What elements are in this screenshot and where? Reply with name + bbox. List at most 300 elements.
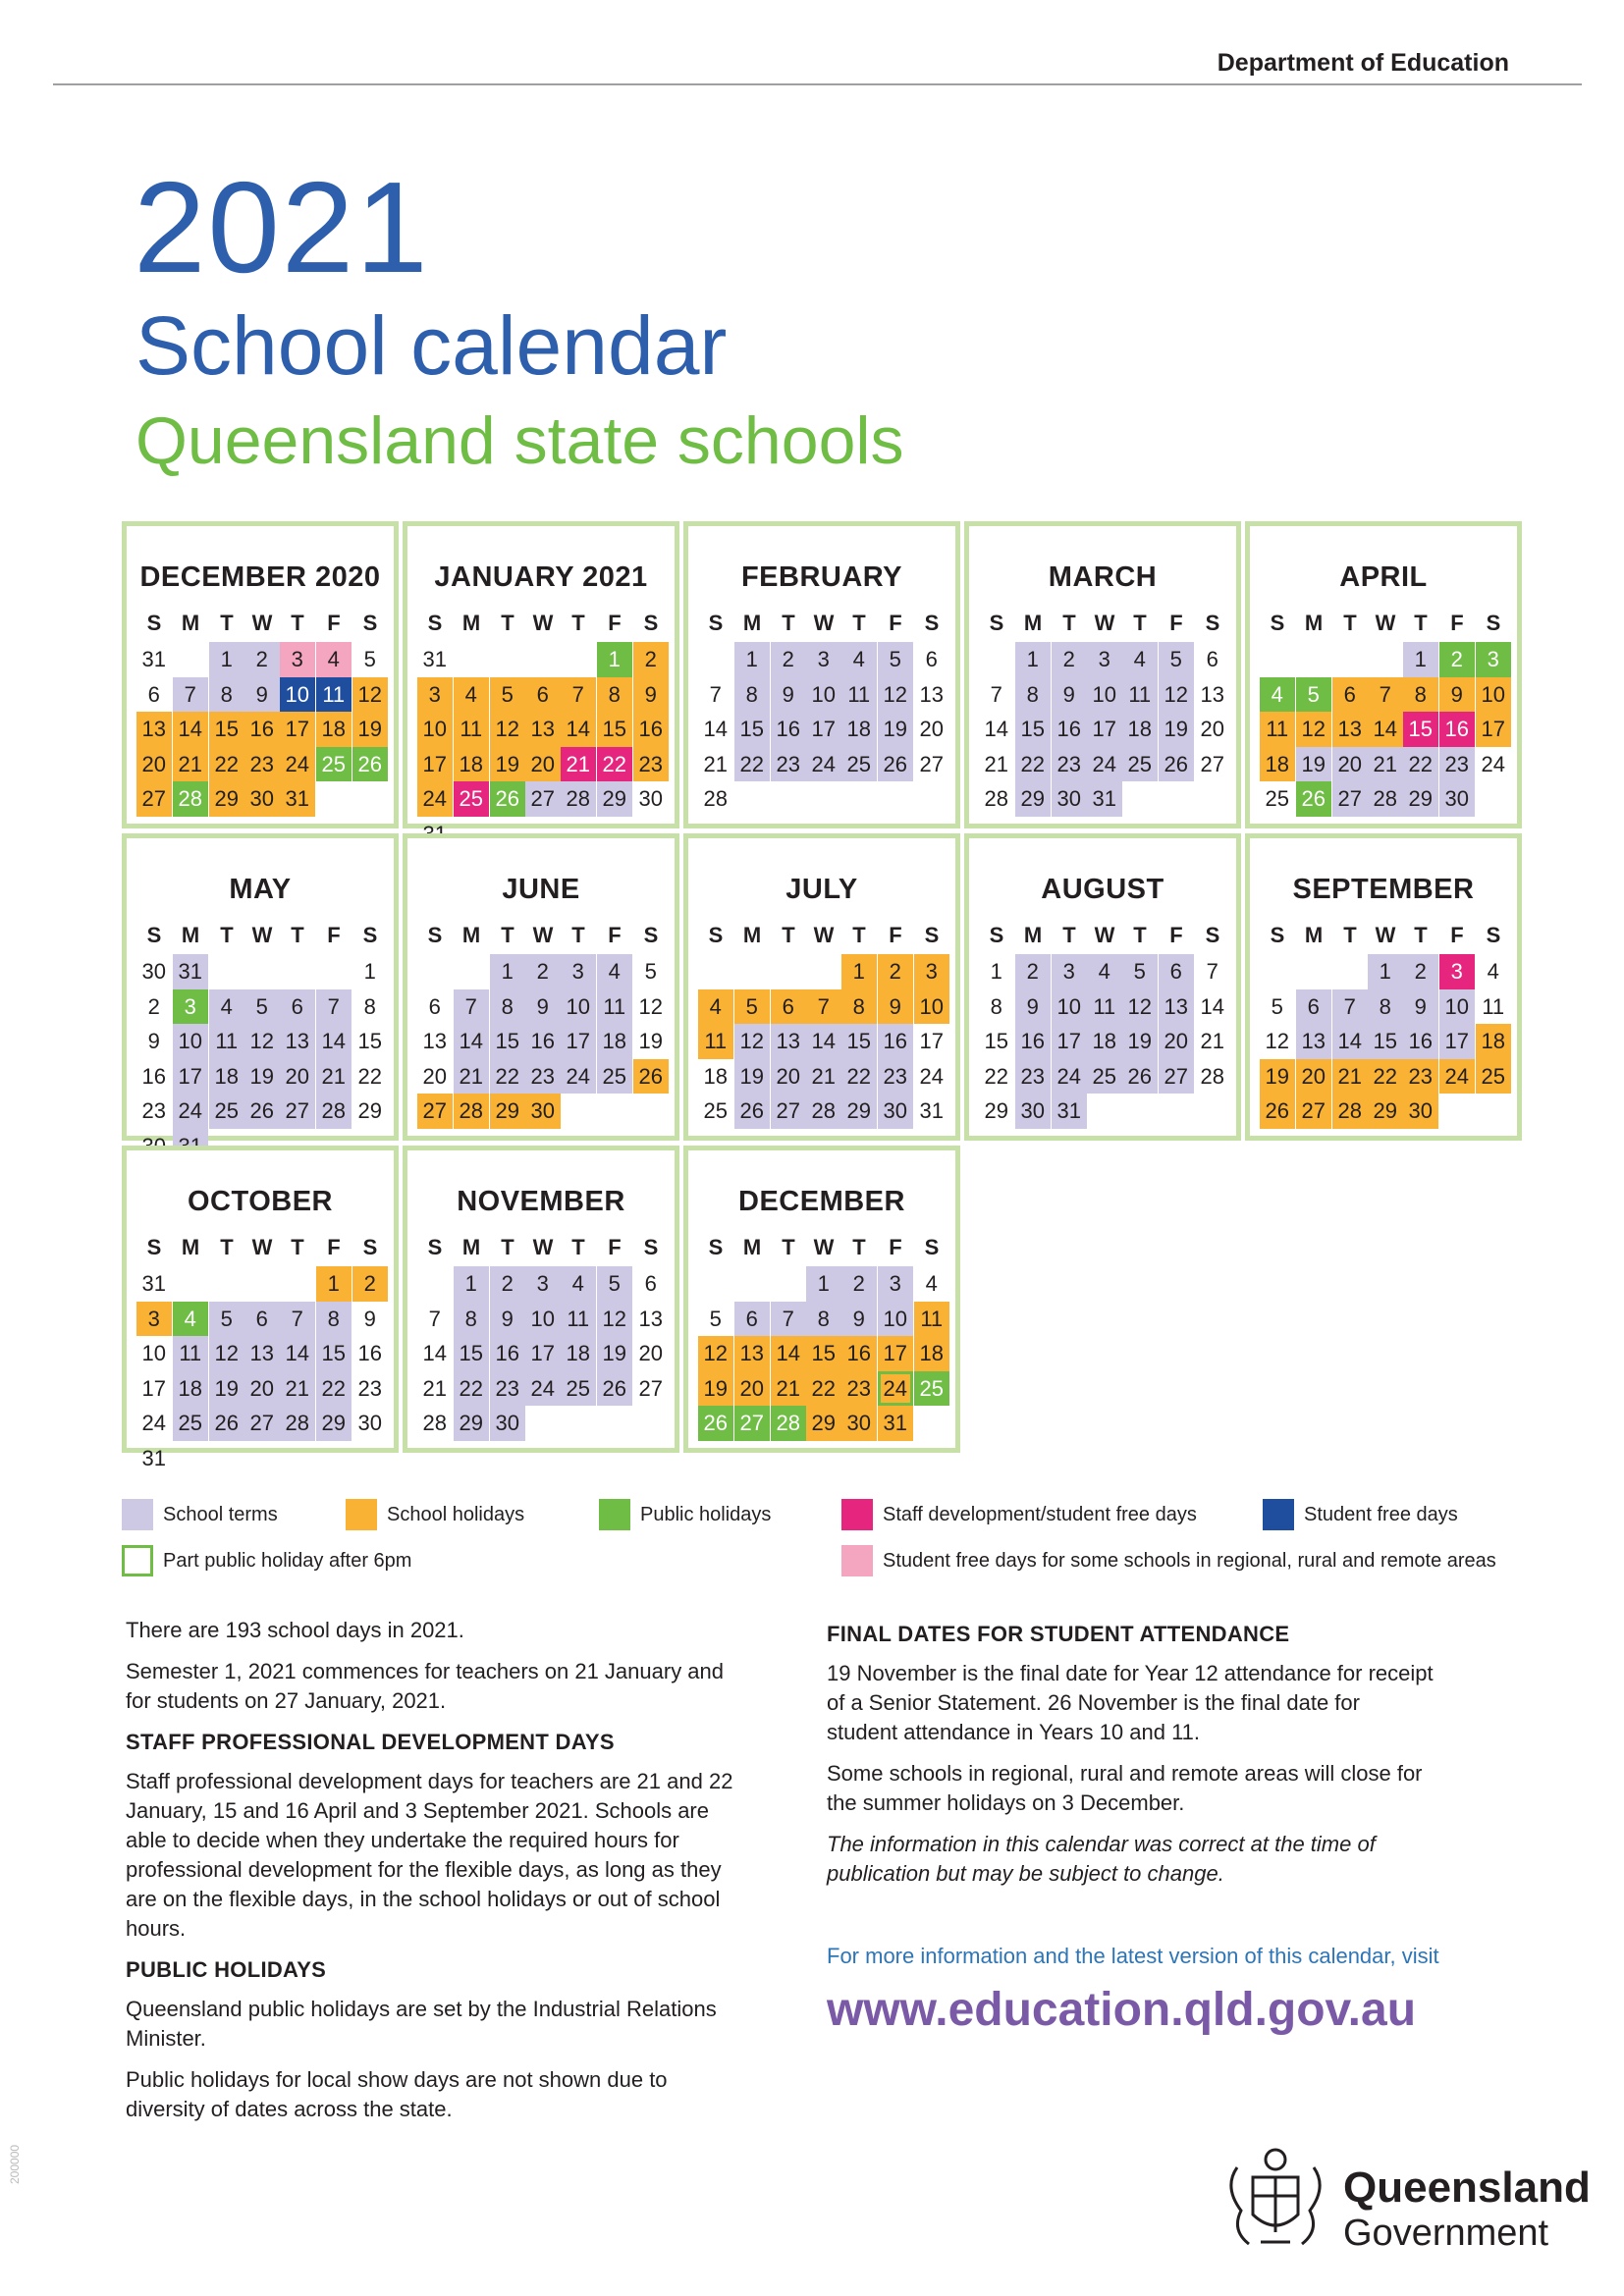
weekday-label: W <box>813 611 835 635</box>
calendar-day: 31 <box>422 647 447 671</box>
calendar-day: 11 <box>561 1302 597 1337</box>
calendar-day: 7 <box>1368 677 1404 713</box>
calendar-day: 21 <box>280 1371 316 1407</box>
calendar-day: 27 <box>136 781 173 817</box>
calendar-day: 29 <box>316 1406 352 1441</box>
calendar-day: 23 <box>1052 747 1088 782</box>
weekday-label: M <box>461 611 481 635</box>
calendar-day: 19 <box>1159 712 1195 747</box>
calendar-day: 11 <box>316 677 352 713</box>
calendar-day: 5 <box>490 677 526 713</box>
calendar-day: 23 <box>633 747 670 782</box>
month-name: DECEMBER <box>738 1186 905 1217</box>
calendar-day: 17 <box>1476 712 1512 747</box>
calendar-day: 8 <box>806 1302 842 1337</box>
month-name: AUGUST <box>1041 874 1164 905</box>
legend-term-label: School terms <box>163 1503 278 1525</box>
calendar-day: 22 <box>1368 1059 1404 1095</box>
calendar-day: 26 <box>1296 781 1332 817</box>
calendar-day: 20 <box>422 1063 447 1089</box>
legend-term-swatch <box>122 1499 153 1530</box>
calendar-day: 20 <box>136 747 173 782</box>
calendar-day: 24 <box>525 1371 562 1407</box>
month-name: FEBRUARY <box>740 561 903 593</box>
month-name: MARCH <box>1048 561 1158 593</box>
calendar-day: 8 <box>734 677 771 713</box>
calendar-day: 26 <box>734 1094 771 1129</box>
calendar-day: 29 <box>1403 781 1439 817</box>
calendar-day: 17 <box>141 1375 166 1401</box>
calendar-day: 24 <box>919 1063 944 1089</box>
calendar-day: 27 <box>280 1094 316 1129</box>
weekday-label: T <box>220 923 234 947</box>
calendar-day: 7 <box>454 989 490 1025</box>
weekday-label: S <box>362 1235 378 1259</box>
calendar-day: 12 <box>734 1024 771 1059</box>
weekday-label: S <box>427 611 443 635</box>
calendar-day: 2 <box>525 954 562 989</box>
calendar-day: 22 <box>806 1371 842 1407</box>
calendar-day: 13 <box>525 712 562 747</box>
calendar-day: 6 <box>1332 677 1369 713</box>
calendar-day: 14 <box>454 1024 490 1059</box>
calendar-day: 13 <box>638 1306 663 1331</box>
calendar-day: 11 <box>1260 712 1296 747</box>
calendar-day: 10 <box>525 1302 562 1337</box>
calendar-day: 6 <box>1296 989 1332 1025</box>
calendar-day: 27 <box>417 1094 454 1129</box>
calendar-day: 25 <box>914 1371 950 1407</box>
calendar-day: 24 <box>1087 747 1123 782</box>
weekday-label: T <box>1062 611 1076 635</box>
calendar-day: 11 <box>597 989 633 1025</box>
public-holidays-text: Queensland public holidays are set by the Industrial Relations Minister. <box>126 1997 717 2051</box>
calendar-day: 8 <box>1015 677 1052 713</box>
weekday-label: T <box>501 1235 514 1259</box>
calendar-day: 8 <box>209 677 245 713</box>
title-subtitle: Queensland state schools <box>135 403 904 478</box>
qld-government-logo <box>1218 2138 1591 2256</box>
calendar-day: 31 <box>173 954 209 989</box>
calendar-day: 10 <box>1476 677 1512 713</box>
calendar-day: 21 <box>806 1059 842 1095</box>
calendar-day: 6 <box>525 677 562 713</box>
calendar-day: 31 <box>141 1445 166 1470</box>
weekday-label: T <box>220 611 234 635</box>
calendar-day: 5 <box>1271 993 1283 1019</box>
calendar-day: 25 <box>1476 1059 1512 1095</box>
calendar-day: 12 <box>1296 712 1332 747</box>
weekday-label: S <box>1486 611 1501 635</box>
calendar-day: 25 <box>316 747 352 782</box>
calendar-day: 3 <box>136 1302 173 1337</box>
calendar-day: 11 <box>454 712 490 747</box>
weekday-header <box>407 923 684 952</box>
calendar-day: 10 <box>141 1341 166 1365</box>
calendar-day: 21 <box>1332 1059 1369 1095</box>
calendar-day: 8 <box>597 677 633 713</box>
calendar-day: 3 <box>280 642 316 677</box>
weekday-label: T <box>220 1235 234 1259</box>
calendar-day: 7 <box>1332 989 1369 1025</box>
calendar-day: 6 <box>147 681 160 707</box>
title-year: 2021 <box>134 155 430 299</box>
calendar-day: 28 <box>422 1411 447 1435</box>
public-holidays-heading: PUBLIC HOLIDAYS <box>126 1957 327 1982</box>
calendar-day: 18 <box>1122 712 1159 747</box>
calendar-day: 26 <box>597 1371 633 1407</box>
calendar-day: 30 <box>1439 781 1476 817</box>
calendar-day: 3 <box>417 677 454 713</box>
calendar-day: 19 <box>244 1059 281 1095</box>
calendar-day: 18 <box>316 712 352 747</box>
weekday-label: T <box>852 923 866 947</box>
weekday-label: S <box>1270 923 1285 947</box>
calendar-day: 28 <box>703 786 728 811</box>
legend-student-label: Student free days <box>1304 1503 1458 1525</box>
weekday-label: T <box>782 923 795 947</box>
calendar-day: 5 <box>709 1306 722 1331</box>
month-january-2021 <box>403 521 679 828</box>
calendar-day: 1 <box>316 1266 352 1302</box>
weekday-label: S <box>362 923 378 947</box>
calendar-day: 24 <box>141 1411 166 1435</box>
calendar-day: 17 <box>173 1059 209 1095</box>
calendar-day: 1 <box>454 1266 490 1302</box>
calendar-day: 30 <box>638 786 663 811</box>
calendar-day: 15 <box>454 1336 490 1371</box>
calendar-day: 14 <box>1332 1024 1369 1059</box>
calendar-day: 30 <box>878 1094 914 1129</box>
legend-holiday <box>346 1499 524 1530</box>
calendar-day: 13 <box>734 1336 771 1371</box>
month-february <box>683 521 960 828</box>
weekday-label: W <box>251 611 273 635</box>
calendar-day: 21 <box>173 747 209 782</box>
calendar-day: 9 <box>1052 677 1088 713</box>
calendar-day: 11 <box>1087 989 1123 1025</box>
calendar-day: 22 <box>597 747 633 782</box>
weekday-label: S <box>427 923 443 947</box>
weekday-label: M <box>181 923 200 947</box>
calendar-day: 15 <box>806 1336 842 1371</box>
calendar-day: 12 <box>209 1336 245 1371</box>
calendar-day: 29 <box>490 1094 526 1129</box>
weekday-label: S <box>643 1235 659 1259</box>
weekday-header <box>1250 923 1527 952</box>
calendar-day: 31 <box>280 781 316 817</box>
calendar-day: 20 <box>525 747 562 782</box>
calendar-day: 30 <box>141 959 166 984</box>
legend-holiday-swatch <box>346 1499 377 1530</box>
calendar-day: 4 <box>316 642 352 677</box>
calendar-day: 14 <box>173 712 209 747</box>
weekday-label: M <box>1023 611 1043 635</box>
weekday-label: S <box>924 1235 940 1259</box>
calendar-day: 20 <box>1159 1024 1195 1059</box>
calendar-day: 22 <box>490 1059 526 1095</box>
weekday-label: T <box>852 611 866 635</box>
calendar-day: 14 <box>703 717 728 741</box>
final-dates-heading: FINAL DATES FOR STUDENT ATTENDANCE <box>827 1622 1290 1646</box>
calendar-day: 30 <box>244 781 281 817</box>
weekday-label: W <box>813 1235 835 1259</box>
weekday-label: T <box>1343 923 1357 947</box>
weekday-label: M <box>461 1235 481 1259</box>
month-name: DECEMBER 2020 <box>139 561 381 593</box>
calendar-day: 29 <box>357 1098 382 1123</box>
weekday-label: S <box>1486 923 1501 947</box>
calendar-day: 25 <box>561 1371 597 1407</box>
weekday-label: W <box>532 923 554 947</box>
website-link[interactable]: www.education.qld.gov.au <box>827 1984 1417 2036</box>
month-april <box>1245 521 1522 828</box>
weekday-label: S <box>146 1235 162 1259</box>
calendar-day: 1 <box>363 959 376 984</box>
weekday-label: S <box>1270 611 1285 635</box>
calendar-day: 25 <box>841 747 878 782</box>
calendar-day: 2 <box>244 642 281 677</box>
header-divider <box>53 83 1582 85</box>
legend-staff <box>841 1499 1197 1530</box>
calendar-day: 5 <box>209 1302 245 1337</box>
calendar-day: 4 <box>561 1266 597 1302</box>
calendar-day: 17 <box>1439 1024 1476 1059</box>
calendar-day: 16 <box>771 712 807 747</box>
weekday-header <box>688 1235 965 1264</box>
calendar-day: 30 <box>357 1411 382 1435</box>
calendar-day: 21 <box>422 1375 447 1401</box>
calendar-day: 3 <box>914 954 950 989</box>
legend-term <box>122 1499 278 1530</box>
calendar-day: 29 <box>454 1406 490 1441</box>
weekday-label: T <box>1414 923 1428 947</box>
disclaimer-text: The information in this calendar was correct at the time of publication but may be subject to change. <box>827 1832 1376 1886</box>
calendar-day: 20 <box>280 1059 316 1095</box>
calendar-day: 3 <box>878 1266 914 1302</box>
calendar-day: 23 <box>525 1059 562 1095</box>
calendar-day: 26 <box>1159 747 1195 782</box>
calendar-day: 3 <box>561 954 597 989</box>
weekday-label: S <box>1205 611 1220 635</box>
calendar-day: 15 <box>984 1029 1008 1053</box>
calendar-day: 3 <box>525 1266 562 1302</box>
calendar-day: 3 <box>806 642 842 677</box>
calendar-day: 18 <box>209 1059 245 1095</box>
calendar-day: 6 <box>244 1302 281 1337</box>
calendar-day: 5 <box>734 989 771 1025</box>
calendar-day: 25 <box>1087 1059 1123 1095</box>
calendar-day: 18 <box>561 1336 597 1371</box>
weekday-label: W <box>813 923 835 947</box>
left-info <box>126 1616 734 2136</box>
calendar-day: 20 <box>638 1341 663 1365</box>
calendar-day: 1 <box>990 959 1002 984</box>
calendar-day: 14 <box>1368 712 1404 747</box>
calendar-day: 24 <box>878 1371 914 1407</box>
calendar-day: 18 <box>454 747 490 782</box>
calendar-day: 18 <box>1087 1024 1123 1059</box>
month-september <box>1245 833 1522 1141</box>
weekday-label: S <box>1205 923 1220 947</box>
calendar-day: 17 <box>417 747 454 782</box>
calendar-day: 16 <box>244 712 281 747</box>
weekday-label: T <box>571 611 585 635</box>
calendar-day: 20 <box>1200 717 1224 741</box>
calendar-day: 20 <box>244 1371 281 1407</box>
calendar-day: 28 <box>806 1094 842 1129</box>
calendar-day: 11 <box>209 1024 245 1059</box>
calendar-day: 21 <box>984 751 1008 776</box>
calendar-day: 22 <box>357 1063 382 1089</box>
calendar-day: 3 <box>1439 954 1476 989</box>
weekday-label: W <box>1375 923 1396 947</box>
calendar-day: 9 <box>771 677 807 713</box>
weekday-label: S <box>924 611 940 635</box>
calendar-day: 9 <box>1439 677 1476 713</box>
weekday-header <box>127 923 404 952</box>
calendar-day: 16 <box>1015 1024 1052 1059</box>
calendar-day: 10 <box>173 1024 209 1059</box>
weekday-label: S <box>708 1235 724 1259</box>
staff-pd-text: Staff professional development days for teachers are 21 and 22 January, 15 and 16 April and 3 September 2021. Schools are able to decide when they undertake the required hours for professional development for the flexible days, as long as they are on the flexible days, in the school holidays or out of school hours. <box>126 1769 733 1941</box>
calendar-day: 26 <box>244 1094 281 1129</box>
weekday-label: F <box>1450 923 1464 947</box>
weekday-label: T <box>1062 923 1076 947</box>
calendar-day: 1 <box>1015 642 1052 677</box>
calendar-day: 24 <box>806 747 842 782</box>
weekday-label: F <box>889 923 902 947</box>
calendar-day: 23 <box>878 1059 914 1095</box>
weekday-label: W <box>251 1235 273 1259</box>
calendar-day: 22 <box>209 747 245 782</box>
calendar-day: 8 <box>454 1302 490 1337</box>
calendar-day: 19 <box>734 1059 771 1095</box>
calendar-day: 14 <box>806 1024 842 1059</box>
calendar-day: 11 <box>1122 677 1159 713</box>
calendar-day: 31 <box>1087 781 1123 817</box>
logo-government: Government <box>1343 2213 1549 2254</box>
month-name: OCTOBER <box>188 1186 333 1217</box>
calendar-day: 29 <box>984 1098 1008 1123</box>
legend-part-label: Part public holiday after 6pm <box>163 1549 412 1572</box>
calendar-day: 26 <box>209 1406 245 1441</box>
calendar-day: 4 <box>173 1302 209 1337</box>
calendar-day: 25 <box>173 1406 209 1441</box>
legend-part-swatch <box>122 1545 153 1576</box>
calendar-day: 4 <box>454 677 490 713</box>
weekday-label: M <box>1304 611 1324 635</box>
calendar-day: 24 <box>1052 1059 1088 1095</box>
calendar-day: 10 <box>1439 989 1476 1025</box>
month-name: NOVEMBER <box>457 1186 625 1217</box>
calendar-day: 15 <box>1403 712 1439 747</box>
coat-of-arms-icon <box>1218 2138 1333 2254</box>
calendar-day: 1 <box>734 642 771 677</box>
calendar-day: 27 <box>1296 1094 1332 1129</box>
calendar-day: 7 <box>428 1306 441 1331</box>
weekday-label: T <box>291 923 304 947</box>
calendar-day: 5 <box>244 989 281 1025</box>
calendar-day: 16 <box>878 1024 914 1059</box>
calendar-day: 13 <box>771 1024 807 1059</box>
month-november <box>403 1146 679 1453</box>
staff-pd-heading: STAFF PROFESSIONAL DEVELOPMENT DAYS <box>126 1730 615 1754</box>
calendar-day: 21 <box>1368 747 1404 782</box>
calendar-day: 18 <box>841 712 878 747</box>
calendar-day: 15 <box>1368 1024 1404 1059</box>
calendar-day: 25 <box>597 1059 633 1095</box>
weekday-header <box>407 611 684 640</box>
calendar-day: 14 <box>422 1341 447 1365</box>
calendar-day: 25 <box>1265 786 1289 811</box>
weekday-label: S <box>146 611 162 635</box>
legend-student <box>1263 1499 1458 1530</box>
legend-public <box>599 1499 771 1530</box>
weekday-header <box>1250 611 1527 640</box>
calendar-day: 9 <box>244 677 281 713</box>
calendar-day: 7 <box>771 1302 807 1337</box>
calendar-day: 23 <box>490 1371 526 1407</box>
calendar-day: 17 <box>1087 712 1123 747</box>
calendar-day: 12 <box>352 677 389 713</box>
weekday-label: S <box>427 1235 443 1259</box>
weekday-label: M <box>742 1235 762 1259</box>
calendar-day: 14 <box>280 1336 316 1371</box>
month-may <box>122 833 399 1141</box>
calendar-day: 9 <box>147 1029 160 1053</box>
weekday-label: F <box>327 1235 341 1259</box>
calendar-day: 18 <box>597 1024 633 1059</box>
weekday-label: T <box>852 1235 866 1259</box>
weekday-label: S <box>643 923 659 947</box>
calendar-day: 7 <box>990 681 1002 707</box>
calendar-day: 19 <box>490 747 526 782</box>
month-march <box>964 521 1241 828</box>
calendar-day: 28 <box>280 1406 316 1441</box>
calendar-day: 6 <box>280 989 316 1025</box>
weekday-label: M <box>1023 923 1043 947</box>
calendar-day: 12 <box>878 677 914 713</box>
calendar-day: 9 <box>363 1306 376 1331</box>
calendar-day: 8 <box>1403 677 1439 713</box>
calendar-day: 16 <box>841 1336 878 1371</box>
calendar-day: 8 <box>490 989 526 1025</box>
calendar-day: 17 <box>1052 1024 1088 1059</box>
weekday-label: F <box>1450 611 1464 635</box>
calendar-day: 31 <box>878 1406 914 1441</box>
calendar-day: 9 <box>841 1302 878 1337</box>
calendar-day: 28 <box>984 786 1008 811</box>
calendar-day: 4 <box>1487 959 1499 984</box>
weekday-label: F <box>889 611 902 635</box>
calendar-day: 15 <box>209 712 245 747</box>
calendar-day: 13 <box>1159 989 1195 1025</box>
calendar-day: 24 <box>417 781 454 817</box>
weekday-header <box>127 1235 404 1264</box>
calendar-day: 7 <box>173 677 209 713</box>
calendar-day: 5 <box>1296 677 1332 713</box>
calendar-day: 23 <box>1439 747 1476 782</box>
calendar-day: 27 <box>734 1406 771 1441</box>
calendar-day: 25 <box>703 1098 728 1123</box>
calendar-day: 20 <box>1332 747 1369 782</box>
calendar-day: 8 <box>990 993 1002 1019</box>
calendar-day: 5 <box>597 1266 633 1302</box>
month-august <box>964 833 1241 1141</box>
calendar-day: 6 <box>644 1271 657 1296</box>
month-name: APRIL <box>1339 561 1428 593</box>
